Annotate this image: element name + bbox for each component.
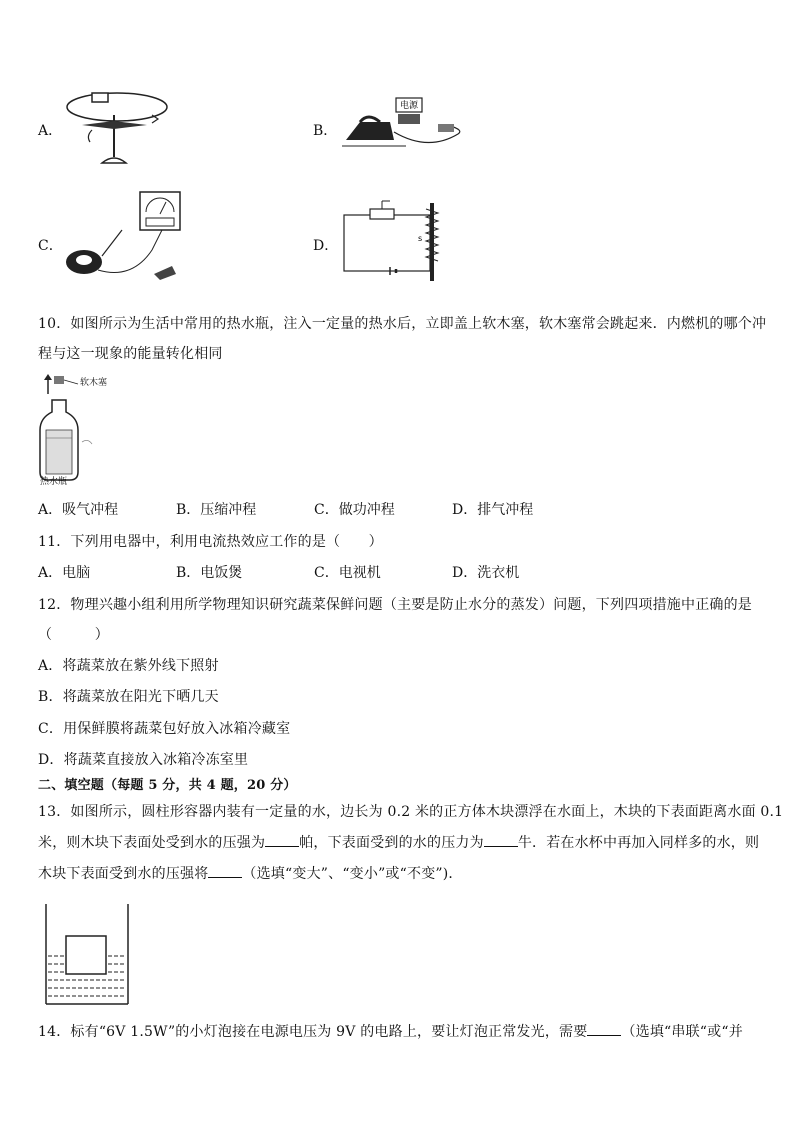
q13-blank-3[interactable] <box>208 865 242 878</box>
svg-text:s: s <box>418 234 423 243</box>
q10-stem-line2: 程与这一现象的能量转化相同 <box>38 346 223 362</box>
power-source-label: 电源 <box>400 101 419 111</box>
thermos-label: 热水瓶 <box>40 477 68 487</box>
q14-text-a: 14．标有“6V 1.5W”的小灯泡接在电源电压为 9V 的电路上，要让灯泡正常发光，需要 <box>38 1024 588 1040</box>
electromagnet-circuit-figure <box>340 195 450 285</box>
q11-choice-b[interactable]: B．电饭煲 <box>176 565 243 581</box>
q12-choice-a[interactable]: A．将蔬菜放在紫外线下照射 <box>38 658 219 674</box>
coil-galvanometer-figure <box>62 190 187 290</box>
q12-choice-b[interactable]: B．将蔬菜放在阳光下晒几天 <box>38 689 219 705</box>
q11-choice-c[interactable]: C．电视机 <box>314 565 381 581</box>
option-c-label: C． <box>38 238 63 254</box>
q13-blank-2[interactable] <box>484 834 518 847</box>
q13-stem-line3 <box>38 863 463 883</box>
q14-blank-1[interactable] <box>587 1023 621 1036</box>
cork-label: 软木塞 <box>80 378 108 388</box>
q13-text-3a: 木块下表面受到水的压强将 <box>38 866 209 882</box>
water-container-figure <box>38 900 138 1008</box>
q14-stem-line1 <box>38 1021 743 1041</box>
q11-choice-d[interactable]: D．洗衣机 <box>452 565 520 581</box>
option-d-label: D． <box>313 238 339 254</box>
q11-choice-a[interactable]: A．电脑 <box>38 565 91 581</box>
q10-stem-line1: 10．如图所示为生活中常用的热水瓶，注入一定量的热水后，立即盖上软木塞，软木塞常会跳起来．内燃机的哪个冲 <box>38 316 767 332</box>
q13-text-2a: 米，则木块下表面处受到水的压强为 <box>38 835 266 851</box>
option-b-label: B． <box>313 123 338 139</box>
section-title: 二、填空题（每题 5 分，共 4 题，20 分） <box>38 778 297 793</box>
q12-choice-c[interactable]: C．用保鲜膜将蔬菜包好放入冰箱冷藏室 <box>38 721 291 737</box>
magnet-compass-loop-figure <box>62 85 172 170</box>
q10-choice-c[interactable]: C．做功冲程 <box>314 502 395 518</box>
q13-text-2b: 帕，下表面受到的水的压力为 <box>299 835 484 851</box>
thermos-bottle-figure <box>38 372 118 490</box>
q13-text-3b: （选填“变大”、“变小”或“不变”)． <box>242 866 463 882</box>
q13-stem-line1: 13．如图所示，圆柱形容器内装有一定量的水，边长为 0.2 米的正方体木块漂浮在水面上，木块的下表面距离水面 0.1 <box>38 804 784 820</box>
option-a-label: A． <box>38 123 63 139</box>
q13-stem-line2 <box>38 832 759 852</box>
q10-choice-a[interactable]: A．吸气冲程 <box>38 502 119 518</box>
q11-stem: 11．下列用电器中，利用电流热效应工作的是（ ） <box>38 534 383 550</box>
q10-choice-d[interactable]: D．排气冲程 <box>452 502 534 518</box>
q10-choice-b[interactable]: B．压缩冲程 <box>176 502 257 518</box>
q12-stem-line1: 12．物理兴趣小组利用所学物理知识研究蔬菜保鲜问题（主要是防止水分的蒸发）问题，下列四项措施中正确的是 <box>38 597 753 613</box>
q14-text-b: （选填“串联“或“并 <box>621 1024 743 1040</box>
q13-blank-1[interactable] <box>265 834 299 847</box>
q13-text-2c: 牛．若在水杯中再加入同样多的水，则 <box>517 835 760 851</box>
q12-stem-line2: （ ） <box>38 627 109 643</box>
q12-choice-d[interactable]: D．将蔬菜直接放入冰箱冷冻室里 <box>38 752 249 768</box>
electric-iron-circuit-figure <box>338 92 468 162</box>
